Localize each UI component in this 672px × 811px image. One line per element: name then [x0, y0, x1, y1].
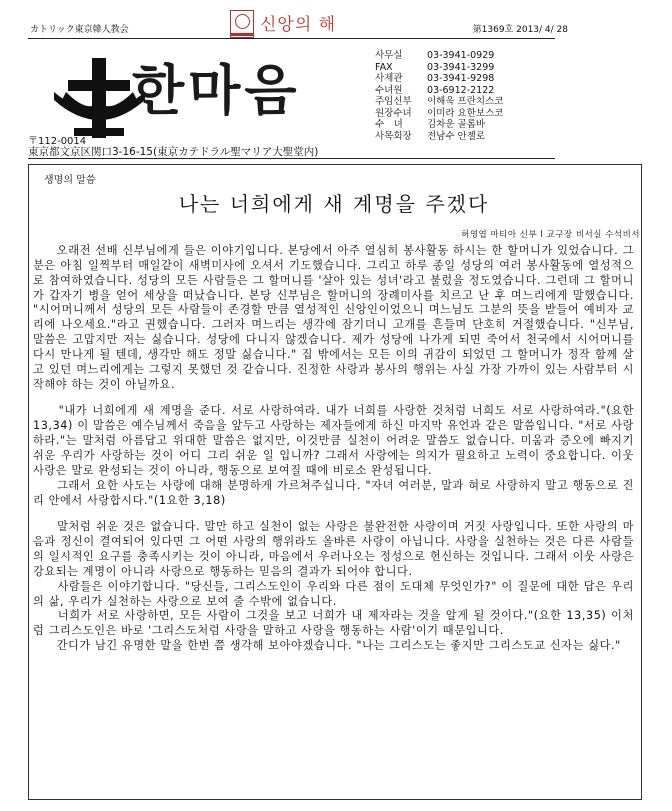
staff-role: 원장수녀 — [375, 107, 412, 119]
staff-value: 이미라 요한보스코 — [427, 107, 504, 119]
staff-value: 전남수 안젤로 — [427, 130, 486, 142]
column-label: 생명의 말씀 — [44, 175, 96, 186]
staff-row — [375, 50, 555, 62]
staff-row — [375, 96, 555, 108]
staff-value: 03-3941-0929 — [427, 50, 495, 61]
staff-role: 사무실 — [375, 50, 403, 61]
article-paragraph: "내가 너희에게 새 계명을 준다. 서로 사랑하여라. 내가 너희를 사랑한 것처럼 너희도 서로 사랑하여라."(요한13,34) 이 말씀은 예수님께서 죽음을 앞두고 사랑하는 제자들에게 하신 마지막 유언과 같은 말씀입니다. "서로 사랑하라."는 말처럼 아름답고 위대한 말씀은 없지만, 이것만큼 실천이 어려운 말씀도 없습니다. 미움과 증오에 빠지기 쉬운 우리가 사랑하는 것이 어디 그리 쉬운 일 입니까? 그래서 사랑에는 의지가 필요하고 노력이 중요합니다. 이웃 사랑은 말로 완성되는 것이 아니라, 행동으로 보여질 때에 비로소 완성됩니다. — [33, 404, 634, 477]
church-name: カトリック東京韓人教会 — [30, 25, 129, 35]
staff-role: 수녀원 — [375, 84, 403, 96]
staff-row — [375, 62, 555, 74]
article-byline: 허영엽 마티아 신부 l 교구장 비서실 수석비서 — [461, 230, 640, 240]
staff-role: 사제관 — [375, 73, 403, 84]
staff-value: 김차운 골롬바 — [427, 119, 486, 130]
article-paragraph: 간디가 남긴 유명한 말을 한번 쯤 생각해 보아야겠습니다. "나는 그리스도는 좋지만 그리스도교 신자는 싫다." — [33, 639, 621, 653]
year-of-faith-logo-icon — [230, 10, 254, 38]
staff-value: 03-6912-2122 — [427, 84, 495, 96]
article-paragraph: 오래전 선배 신부님에게 들은 이야기입니다. 본당에서 아주 열심히 봉사활동 하시는 한 할머니가 있었습니다. 그분은 아침 일찍부터 매일같이 새벽미사에 오셔서 기도했습니다. 그리고 하루 종일 성당의 여러 봉사활동에 열성적으로 참여하였습니다. 성당의 모든 사람들은 그 할머니를 '살아 있는 성녀'라고 불렀을 정도였습니다. 그런데 그 할머니가 갑자기 병을 얻어 세상을 떠났습니다. 본당 신부님은 할머니의 장례미사를 치르고 난 후 며느리에게 말했습니다. "시어머니께서 성당의 모든 사람들이 존경할 만큼 열성적인 신앙인이었으니 며느님도 그분의 뜻을 받들어 예비자 교리에 나오세요."라고 권했습니다. 그러자 며느리는 생각에 잠기더니 고개를 흔들며 단호히 거절했습니다. "신부님, 말씀은 고맙지만 저는 싫습니다. 성당에 다니지 않겠습니다. 제가 성당에 나가게 되면 죽어서 천국에서 시어머니를 다시 만나게 될 텐데, 생각만 해도 정말 싫습니다." 집 밖에서는 모든 이의 귀감이 되었던 그 할머니가 정작 함께 살고 있던 며느리에게는 그렇지 못했던 것 같습니다. 진정한 사랑과 봉사의 행위는 사실 가장 가까이 있는 사람부터 시작해야 하는 것이 아닐까요. — [33, 244, 634, 391]
staff-value: 03-3941-3299 — [427, 61, 495, 73]
article-body — [33, 244, 634, 654]
article-paragraph: 말처럼 쉬운 것은 없습니다. 말만 하고 실천이 없는 사랑은 불완전한 사랑이며 거짓 사랑입니다. 또한 사랑의 마음과 정신이 결여되어 있다면 그 어떤 사랑의 행위라도 올바른 사랑이 아닙니다. 사랑을 실천하는 것은 다른 사람들의 일시적인 요구를 충족시키는 것이 아니라, 마음에서 우러나오는 정성으로 헌신하는 것입니다. 그래서 이웃 사랑은 강요되는 계명이 아니라 사랑으로 행동하는 믿음의 결과가 되어야 합니다. — [33, 520, 634, 578]
staff-role: 사목회장 — [375, 130, 412, 142]
staff-row — [375, 119, 555, 131]
article-headline: 나는 너희에게 새 계명을 주겠다 — [178, 192, 490, 216]
staff-value: 03-3941-9298 — [427, 73, 495, 84]
article-paragraph: 너희가 서로 사랑하면, 모든 사람이 그것을 보고 너희가 내 제자라는 것을 알게 될 것이다."(요한 13,35) 이처럼 그리스도인은 바로 '그리스도처럼 사랑을 말하고 사랑을 행동하는 사람'이기 때문입니다. — [33, 609, 634, 638]
article-paragraph: 사람들은 이야기합니다. "당신들, 그리스도인이 우리와 다른 점이 도대체 무엇인가?" 이 질문에 대한 답은 우리의 삶, 우리가 실천하는 사랑으로 보여 줄 수밖에 없습니다. — [33, 579, 634, 608]
staff-directory — [375, 50, 555, 142]
staff-role: 주임신부 — [375, 96, 412, 107]
church-address: 東京都文京区関口3-16-15(東京カテドラル聖マリア大聖堂内) — [28, 146, 319, 158]
top-divider — [28, 38, 555, 39]
staff-row — [375, 131, 555, 143]
address-divider — [28, 158, 555, 159]
year-of-faith-title: 신앙의 해 — [260, 15, 337, 35]
article-paragraph: 그래서 요한 사도는 사랑에 대해 분명하게 가르쳐주십니다. "자녀 여러분, 말과 혀로 사랑하지 말고 행동으로 진리 안에서 사랑합시다."(1요한 3,18) — [33, 478, 634, 507]
staff-row — [375, 85, 555, 97]
staff-role: 수 녀 — [375, 119, 403, 130]
staff-role: FAX — [375, 61, 393, 73]
staff-row — [375, 73, 555, 85]
postal-code: 〒112-0014 — [28, 136, 87, 147]
newsletter-title: 한마음 — [132, 58, 301, 122]
staff-row — [375, 108, 555, 120]
staff-value: 이해욱 프란치스코 — [427, 96, 504, 107]
issue-number-date: 第1369호 2013/ 4/ 28 — [472, 25, 568, 35]
